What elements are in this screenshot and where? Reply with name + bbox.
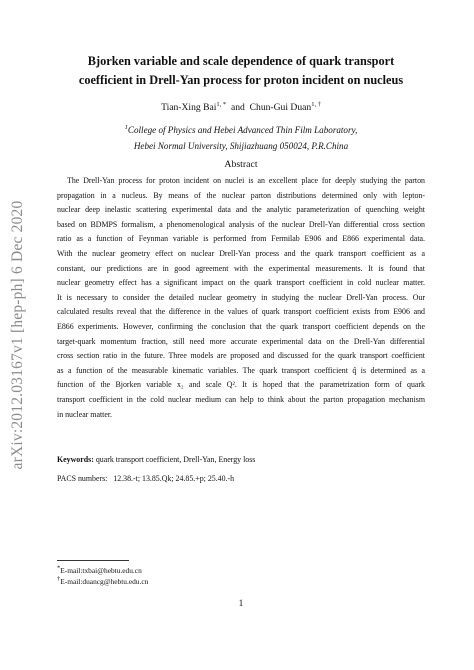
abstract-line: nuclear deep inelastic scattering experimental data and the analytic parameterization of quenching weight <box>57 205 425 215</box>
abstract-line: cross section ratio in the future. Three models are proposed and discussed for the quark transport coefficient <box>57 351 425 361</box>
keywords-label: Keywords: <box>57 455 94 464</box>
paper-title <box>57 52 425 90</box>
footnote-mark: * <box>57 564 61 572</box>
author-conjunction: and <box>230 102 245 113</box>
pacs-text: 12.38.-t; 13.85.Qk; 24.85.+p; 25.40.-h <box>113 474 235 483</box>
affiliation <box>57 122 425 154</box>
pacs-label: PACS numbers: <box>57 474 108 483</box>
keywords-text: quark transport coefficient, Drell-Yan, Energy loss <box>95 455 256 464</box>
footnotes <box>57 565 148 587</box>
author-name: Tian-Xing Bai <box>161 102 217 113</box>
abstract-heading: Abstract <box>224 159 258 170</box>
abstract-line: as a function of the measurable kinematic variables. The quark transport coefficient q̂ is determined as a <box>57 365 425 375</box>
footnote-email: E-mail:txbai@hebtu.edu.cn <box>60 566 142 575</box>
arxiv-sidebar <box>6 150 30 520</box>
author-marks: 1, * <box>216 100 227 108</box>
footnote-1 <box>57 565 148 576</box>
abstract-line: ratio as a function of Feynman variable is performed from Fermilab E906 and E866 experimental data. <box>57 234 425 244</box>
author-marks: 1, † <box>311 100 321 108</box>
affiliation-line-2: Hebei Normal University, Shijiazhuang 050024, P.R.China <box>133 141 349 151</box>
abstract-line: calculated results reveal that the difference in the values of quark transport coefficient exists from E906 and <box>57 307 425 317</box>
abstract-line: based on BDMPS formalism, a phenomenological analysis of the nuclear Drell-Yan differential cross section <box>57 219 425 229</box>
abstract-line: The Drell-Yan process for proton incident on nuclei is an excellent place for deeply studying the parton <box>67 176 425 185</box>
footnote-mark: † <box>57 575 61 583</box>
abstract-line: It is necessary to consider the detailed nuclear geometry in studying the nuclear Drell-Yan process. Our <box>57 292 425 302</box>
abstract-line: function of the Bjorken variable x₂ and scale Q². It is hoped that the parametrization form of quark <box>57 380 425 390</box>
author-name: Chun-Gui Duan <box>249 102 312 113</box>
author-list <box>57 102 425 113</box>
affiliation-mark: 1 <box>124 123 128 131</box>
pacs-numbers <box>57 474 425 483</box>
page-number: 1 <box>238 599 244 609</box>
footnote-2 <box>57 576 148 587</box>
arxiv-identifier: arXiv:2012.03167v1 [hep-ph] 6 Dec 2020 <box>9 200 26 470</box>
abstract-body <box>57 174 425 422</box>
abstract-line: propagation in a nucleus. By means of the nuclear parton distributions determined only with lepton- <box>57 190 425 200</box>
abstract-line: target-quark momentum fraction, still need more accurate experimental data on the Drell-Yan differential <box>57 336 425 346</box>
abstract-line: E866 experiments. However, confirming the conclusion that the quark transport coefficient depends on the <box>57 321 425 331</box>
title-line-2: coefficient in Drell-Yan process for proton incident on nucleus <box>78 73 404 87</box>
footnote-email: E-mail:duancg@hebtu.edu.cn <box>60 577 149 586</box>
title-line-1: Bjorken variable and scale dependence of quark transport <box>87 54 395 68</box>
abstract-line: constant, our predictions are in good agreement with the experimental measurements. It is found that <box>57 263 425 273</box>
keywords <box>57 455 425 464</box>
affiliation-line-1: College of Physics and Hebei Advanced Thin Film Laboratory, <box>127 125 358 135</box>
abstract-line: With the nuclear geometry effect on nuclear Drell-Yan process and the quark transport coefficient as a <box>57 248 425 258</box>
abstract-line: transport coefficient in the cold nuclear medium can help to think about the parton propagation mechanism <box>57 394 425 404</box>
abstract-line: nuclear geometry effect has a significant impact on the quark transport coefficient in cold nuclear matter. <box>57 278 425 288</box>
footnote-rule <box>57 560 129 561</box>
abstract-line: in nuclear matter. <box>57 409 112 419</box>
